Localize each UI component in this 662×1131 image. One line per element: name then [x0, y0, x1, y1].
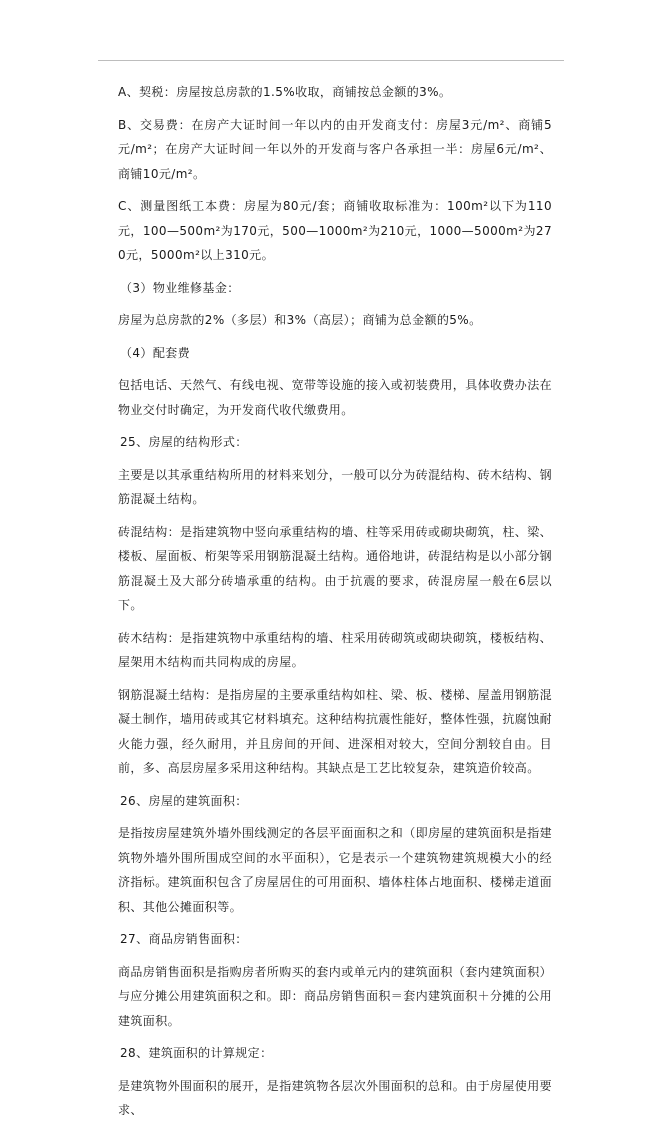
paragraph-brick-concrete: 砖混结构：是指建筑物中竖向承重结构的墙、柱等采用砖或砌块砌筑，柱、梁、楼板、屋面板、桁架等采用钢筋混凝土结构。通俗地讲，砖混结构是以小部分钢筋混凝土及大部分砖墙承重的结构。由于抗震的要求，砖混房屋一般在6层以下。: [118, 524, 553, 612]
document-body: [118, 80, 552, 1131]
paragraph-deed-tax: A、契税：房屋按总房款的1.5%收取，商铺按总金额的3%。: [118, 85, 452, 99]
paragraph-brick-wood: 砖木结构：是指建筑物中承重结构的墙、柱采用砖砌筑或砌块砌筑，楼板结构、屋架用木结构而共同构成的房屋。: [118, 630, 553, 669]
paragraph-supporting-fee: 包括电话、天然气、有线电视、宽带等设施的接入或初装费用，具体收费办法在物业交付时确定，为开发商代收代缴费用。: [118, 378, 553, 417]
paragraph-structure-type: 主要是以其承重结构所用的材料来划分，一般可以分为砖混结构、砖木结构、钢筋混凝土结构。: [118, 467, 553, 506]
paragraph-sales-area: 商品房销售面积是指购房者所购买的套内或单元内的建筑面积（套内建筑面积）与应分摊公用建筑面积之和。即：商品房销售面积＝套内建筑面积＋分摊的公用建筑面积。: [118, 964, 553, 1028]
heading-maintenance-fund: （3）物业维修基金：: [120, 280, 240, 295]
heading-building-area: 26、房屋的建筑面积：: [120, 793, 248, 808]
paragraph-reinforced-concrete: 钢筋混凝土结构：是指房屋的主要承重结构如柱、梁、板、楼梯、屋盖用钢筋混凝土制作，墙用砖或其它材料填充。这种结构抗震性能好，整体性强，抗腐蚀耐火能力强，经久耐用，并且房间的开间、进深相对较大，空间分割较自由。目前，多、高层房屋多采用这种结构。其缺点是工艺比较复杂，建筑造价较高。: [118, 687, 553, 775]
heading-supporting-fee: （4）配套费: [120, 345, 191, 360]
heading-structure-type: 25、房屋的结构形式：: [120, 435, 248, 449]
heading-sales-area: 27、商品房销售面积：: [120, 932, 248, 946]
paragraph-area-calculation: 是建筑物外围面积的展开，是指建筑物各层次外围面积的总和。由于房屋使用要求、: [118, 1078, 553, 1117]
paragraph-building-area: 是指按房屋建筑外墙外围线测定的各层平面面积之和（即房屋的建筑面积是指建筑物外墙外围所围成空间的水平面积），它是表示一个建筑物建筑规模大小的经济指标。建筑面积包含了房屋居住的可用面积、墙体柱体占地面积、楼梯走道面积、其他公摊面积等。: [118, 826, 553, 914]
header-rule: [98, 60, 564, 61]
paragraph-maintenance-fund: 房屋为总房款的2%（多层）和3%（高层）；商铺为总金额的5%。: [118, 313, 482, 327]
heading-area-calculation: 28、建筑面积的计算规定：: [120, 1046, 273, 1060]
paragraph-survey-fee: C、测量图纸工本费：房屋为80元/套；商铺收取标准为：100m²以下为110元，100—500m²为170元，500—1000m²为210元，1000—5000m²为270元，5000m²以上310元。: [118, 199, 552, 262]
paragraph-transaction-fee: B、交易费：在房产大证时间一年以内的由开发商支付：房屋3元/m²、商铺5元/m²；在房产大证时间一年以外的开发商与客户各承担一半：房屋6元/m²、商铺10元/m²。: [118, 117, 552, 181]
